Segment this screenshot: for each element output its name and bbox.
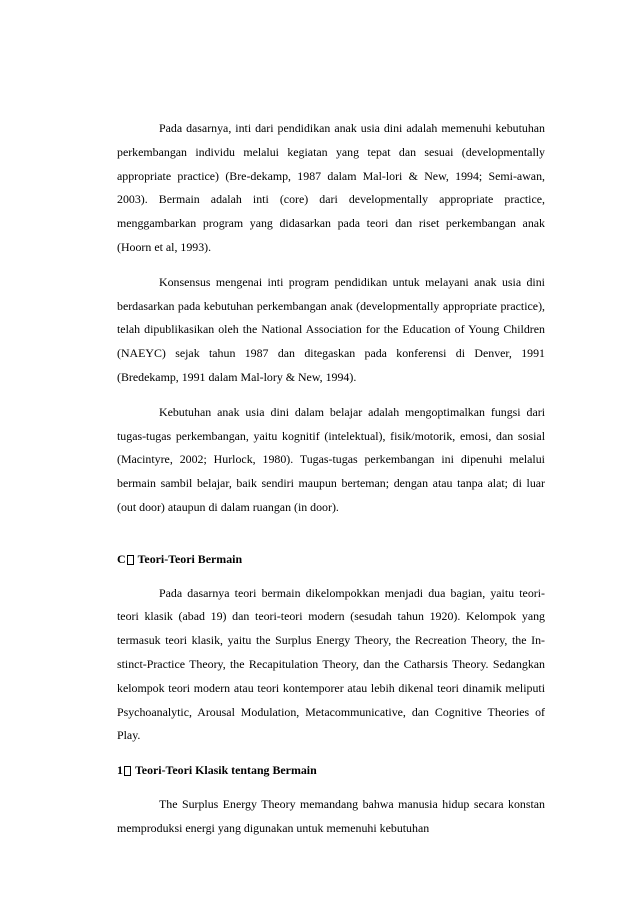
section-c-marker: C [117, 551, 126, 566]
intro-paragraph-2: Konsensus mengenai inti program pendidikan untuk melayani anak usia dini berdasarkan pada kebutuhan perkembangan anak (developmentally appropriate practice), telah dipublikasikan oleh the National Association for the Education of Young Children (NAEYC) sejak tahun 1987 dan ditegaskan pada konferensi di Denver, 1991 (Bredekamp, 1991 dalam Mal-lory & New, 1994). [117, 274, 545, 384]
subsection-1-heading [117, 759, 545, 783]
subsection-1-paragraph: The Surplus Energy Theory memandang bahwa manusia hidup secara konstan memproduksi energi yang digunakan untuk memenuhi kebutuhan [117, 796, 545, 835]
section-c-paragraph: Pada dasarnya teori bermain dikelompokkan menjadi dua bagian, yaitu teori-teori klasik (abad 19) dan teori-teori modern (sesudah tahun 1920). Kelompok yang termasuk teori klasik, yaitu the Surplus Energy Theory, the Recreation Theory, the In-stinct-Practice Theory, the Recapitulation Theory, dan the Catharsis Theory. Sedangkan kelompok teori modern atau teori kontemporer atau lebih dikenal teori dinamik meliputi Psychoanalytic, Arousal Modulation, Metacommunicative, dan Cognitive Theories of Play. [117, 585, 545, 743]
section-c-title: Teori-Teori Bermain [137, 551, 243, 566]
missing-glyph-icon [127, 555, 134, 565]
intro-paragraph-1: Pada dasarnya, inti dari pendidikan anak usia dini adalah memenuhi kebutuhan perkembangan individu melalui kegiatan yang tepat dan sesuai (developmentally appropriate practice) (Bre-dekamp, 1987 dalam Mal-lori & New, 1994; Semi-awan, 2003). Bermain adalah inti (core) dari developmentally appropriate practice, menggambarkan program yang didasarkan pada teori dan riset perkembangan anak (Hoorn et al, 1993). [117, 121, 545, 254]
section-c-heading [117, 548, 545, 572]
missing-glyph-icon [124, 766, 131, 776]
subsection-1-title: Teori-Teori Klasik tentang Bermain [134, 763, 317, 778]
subsection-1-marker: 1 [117, 763, 123, 778]
intro-paragraph-3: Kebutuhan anak usia dini dalam belajar adalah mengoptimalkan fungsi dari tugas-tugas perkembangan, yaitu kognitif (intelektual), fisik/motorik, emosi, dan sosial (Macintyre, 2002; Hurlock, 1980). Tugas-tugas perkembangan ini dipenuhi melalui bermain sambil belajar, baik sendiri maupun berteman; dengan atau tanpa alat; di luar (out door) ataupun di dalam ruangan (in door). [117, 404, 545, 514]
page-content [117, 117, 545, 841]
